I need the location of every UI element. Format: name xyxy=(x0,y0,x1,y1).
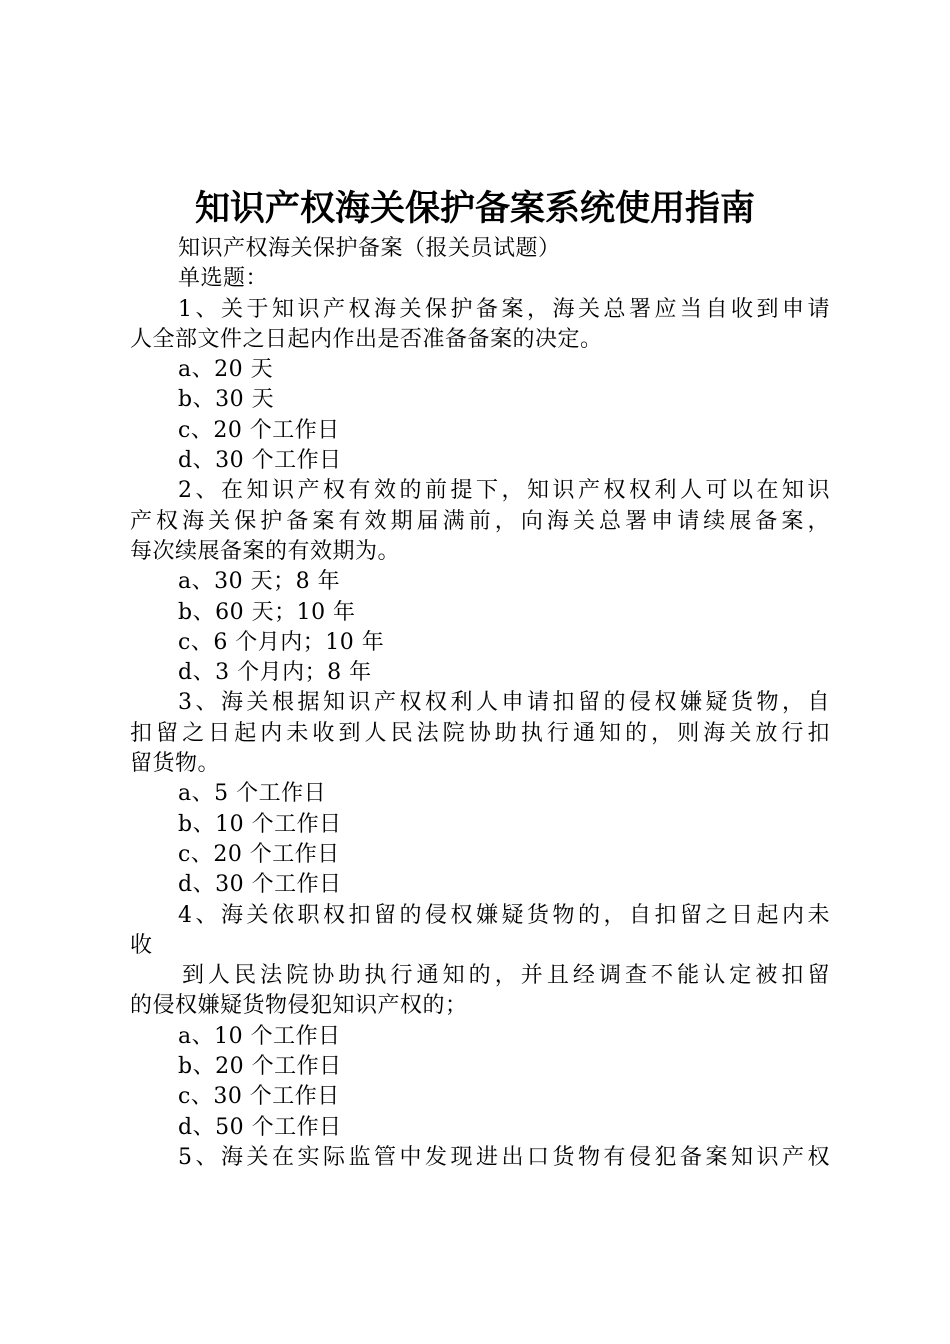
question-1-option-b: b、30 天 xyxy=(178,387,275,413)
question-2-option-c: c、6 个月内；10 年 xyxy=(178,629,385,655)
question-3-line-3: 留货物。 xyxy=(130,751,221,777)
question-4-option-a: a、10 个工作日 xyxy=(178,1023,341,1049)
question-2-option-a: a、30 天；8 年 xyxy=(178,569,341,595)
question-3-line-2: 扣留之日起内未收到人民法院协助执行通知的，则海关放行扣 xyxy=(130,720,830,746)
question-4-option-b: b、20 个工作日 xyxy=(178,1054,342,1080)
question-4-line-1: 4、海关依职权扣留的侵权嫌疑货物的，自扣留之日起内未 xyxy=(178,902,830,928)
question-2-option-d: d、3 个月内；8 年 xyxy=(178,660,372,686)
document-body xyxy=(130,234,830,1173)
subtitle-line: 知识产权海关保护备案（报关员试题） xyxy=(178,236,561,261)
question-1-line-1: 1、关于知识产权海关保护备案，海关总署应当自收到申请 xyxy=(178,296,830,322)
question-4-line-2: 收 xyxy=(130,932,153,958)
question-4-option-c: c、30 个工作日 xyxy=(178,1084,340,1110)
question-2-line-3: 每次续展备案的有效期为。 xyxy=(130,538,401,564)
section-heading: 单选题： xyxy=(178,266,269,292)
question-3-option-d: d、30 个工作日 xyxy=(178,872,342,898)
question-1-option-c: c、20 个工作日 xyxy=(178,417,340,443)
question-3-option-a: a、5 个工作日 xyxy=(178,781,327,807)
question-2-line-1: 2、在知识产权有效的前提下，知识产权权利人可以在知识 xyxy=(178,478,830,504)
question-4-option-d: d、50 个工作日 xyxy=(178,1114,342,1140)
question-5-line-1: 5、海关在实际监管中发现进出口货物有侵犯备案知识产权 xyxy=(178,1144,830,1170)
question-3-option-c: c、20 个工作日 xyxy=(178,841,340,867)
question-4-line-4: 的侵权嫌疑货物侵犯知识产权的； xyxy=(130,993,468,1019)
question-3-line-1: 3、海关根据知识产权权利人申请扣留的侵权嫌疑货物，自 xyxy=(178,690,830,716)
question-4-line-3: 到人民法院协助执行通知的，并且经调查不能认定被扣留 xyxy=(182,963,830,989)
question-3-option-b: b、10 个工作日 xyxy=(178,811,342,837)
document-title: 知识产权海关保护备案系统使用指南 xyxy=(194,188,755,229)
question-2-option-b: b、60 天；10 年 xyxy=(178,599,356,625)
question-1-option-d: d、30 个工作日 xyxy=(178,448,342,474)
question-1-line-2: 人全部文件之日起内作出是否准备备案的决定。 xyxy=(130,326,603,352)
question-2-line-2: 产权海关保护备案有效期届满前，向海关总署申请续展备案， xyxy=(130,508,830,534)
question-1-option-a: a、20 天 xyxy=(178,357,274,383)
